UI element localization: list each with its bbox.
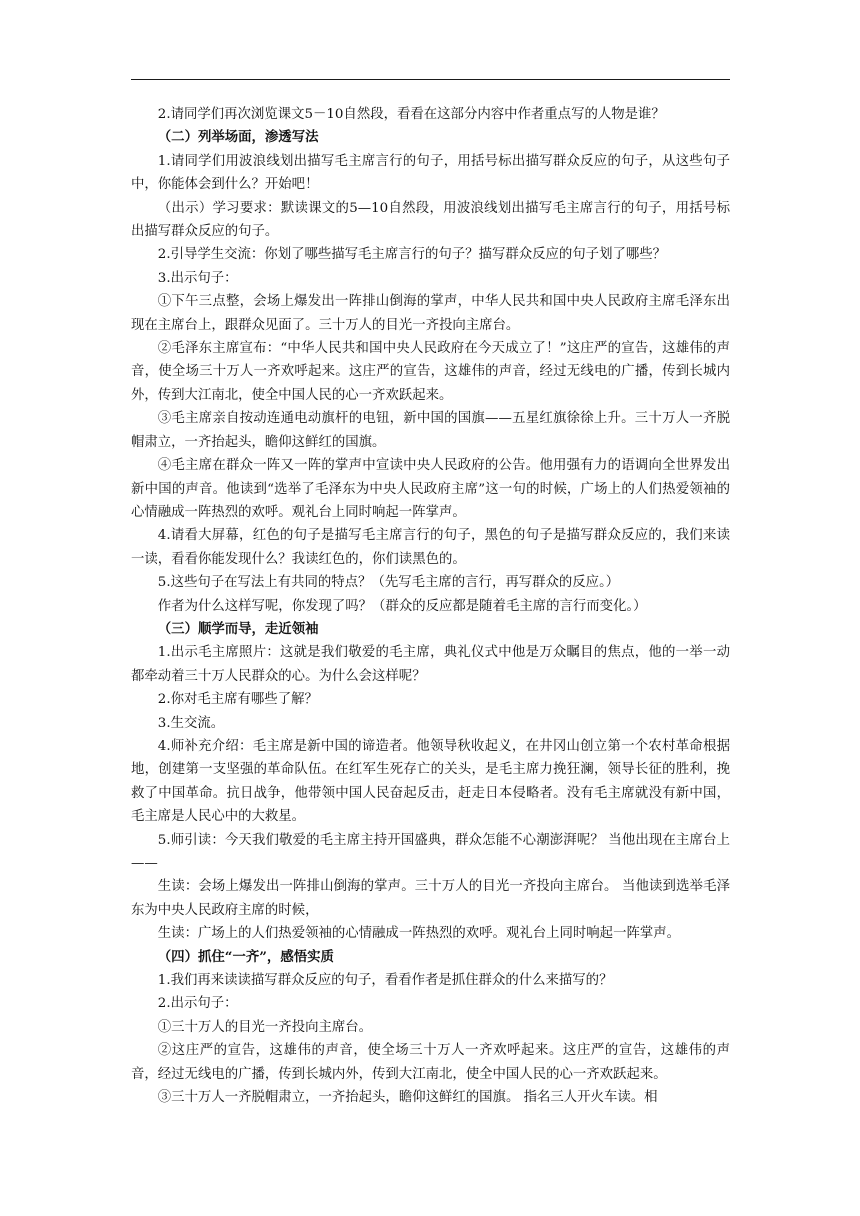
body-paragraph: 作者为什么这样写呢，你发现了吗？（群众的反应都是随着毛主席的言行而变化。） (157, 598, 647, 614)
document-body (131, 103, 730, 1109)
body-paragraph: （出示）学习要求：默读课文的5—10自然段，用波浪线划出描写毛主席言行的句子，用括号标出描写群众反应的句子。 (131, 200, 730, 240)
body-paragraph: ②这庄严的宣告，这雄伟的声音，使全场三十万人一齐欢呼起来。这庄严的宣告，这雄伟的声音，经过无线电的广播，传到长城内外，传到大江南北，使全中国人民的心一齐欢跃起来。 (131, 1043, 730, 1082)
section-heading: （三）顺学而导，走近领袖 (157, 620, 319, 637)
body-paragraph: 2.引导学生交流：你划了哪些描写毛主席言行的句子？描写群众反应的句子划了哪些？ (157, 247, 667, 263)
section-heading: （二）列举场面，渗透写法 (157, 129, 319, 146)
body-paragraph: 3.出示句子： (157, 270, 238, 286)
body-paragraph: 2.出示句子： (157, 996, 238, 1012)
body-paragraph: ①下午三点整，会场上爆发出一阵排山倒海的掌声，中华人民共和国中央人民政府主席毛泽东出现在主席台上，跟群众见面了。三十万人的目光一齐投向主席台。 (131, 294, 730, 333)
body-paragraph: 4.请看大屏幕，红色的句子是描写毛主席言行的句子，黑色的句子是描写群众反应的，我们来读一读，看看你能发现什么？我读红色的，你们读黑色的。 (131, 528, 730, 567)
body-paragraph: ③三十万人一齐脱帽肃立，一齐抬起头，瞻仰这鲜红的国旗。 指名三人开火车读。相 (157, 1090, 658, 1106)
body-paragraph: 2.你对毛主席有哪些了解？ (157, 692, 318, 708)
section-heading: （四）抓住“一齐”，感悟实质 (157, 948, 334, 965)
body-paragraph: ①三十万人的目光一齐投向主席台。 (157, 1019, 373, 1035)
body-paragraph: 4.师补充介绍：毛主席是新中国的谛造者。他领导秋收起义，在井冈山创立第一个农村革命根据地，创建第一支坚强的革命队伍。在红军生死存亡的关头，是毛主席力挽狂澜，领导长征的胜利，挽救了中国革命。抗日战争，他带领中国人民奋起反击，赶走日本侵略者。没有毛主席就没有新中国，毛主席是人民心中的大救星。 (131, 738, 730, 825)
body-paragraph: ③毛主席亲自按动连通电动旗杆的电钮，新中国的国旗——五星红旗徐徐上升。三十万人一齐脱帽肃立，一齐抬起头，瞻仰这鲜红的国旗。 (131, 411, 730, 450)
header-rule (131, 79, 730, 80)
body-paragraph: ④毛主席在群众一阵又一阵的掌声中宣读中央人民政府的公告。他用强有力的语调向全世界发出新中国的声音。他读到“选举了毛泽东为中央人民政府主席”这一句的时候，广场上的人们热爱领袖的心情融成一阵热烈的欢呼。观礼台上同时响起一阵掌声。 (131, 458, 730, 520)
body-paragraph: 1.出示毛主席照片：这就是我们敬爱的毛主席，典礼仪式中他是万众瞩目的焦点，他的一举一动都牵动着三十万人民群众的心。为什么会这样呢？ (131, 645, 730, 684)
body-paragraph: 3.生交流。 (157, 715, 225, 731)
body-paragraph: 1.请同学们用波浪线划出描写毛主席言行的句子，用括号标出描写群众反应的句子，从这些句子中，你能体会到什么？开始吧！ (131, 153, 730, 193)
body-paragraph: ②毛泽东主席宣布：“中华人民共和国中央人民政府在今天成立了！”这庄严的宣告，这雄伟的声音，使全场三十万人一齐欢呼起来。这庄严的宣告，这雄伟的声音，经过无线电的广播，传到长城内外，传到大江南北，使全中国人民的心一齐欢跃起来。 (131, 341, 730, 403)
body-paragraph: 生读：广场上的人们热爱领袖的心情融成一阵热烈的欢呼。观礼台上同时响起一阵掌声。 (157, 926, 681, 942)
body-paragraph: 生读：会场上爆发出一阵排山倒海的掌声。三十万人的目光一齐投向主席台。 当他读到选举毛泽东为中央人民政府主席的时候， (131, 879, 730, 918)
body-paragraph: 5.这些句子在写法上有共同的特点？（先写毛主席的言行，再写群众的反应。） (157, 575, 620, 591)
body-paragraph: 2.请同学们再次浏览课文5－10自然段，看看在这部分内容中作者重点写的人物是谁？ (157, 107, 665, 122)
body-paragraph: 5.师引读：今天我们敬爱的毛主席主持开国盛典，群众怎能不心潮澎湃呢？ 当他出现在主席台上—— (131, 832, 730, 871)
body-paragraph: 1.我们再来读读描写群众反应的句子，看看作者是抓住群众的什么来描写的？ (157, 973, 613, 989)
